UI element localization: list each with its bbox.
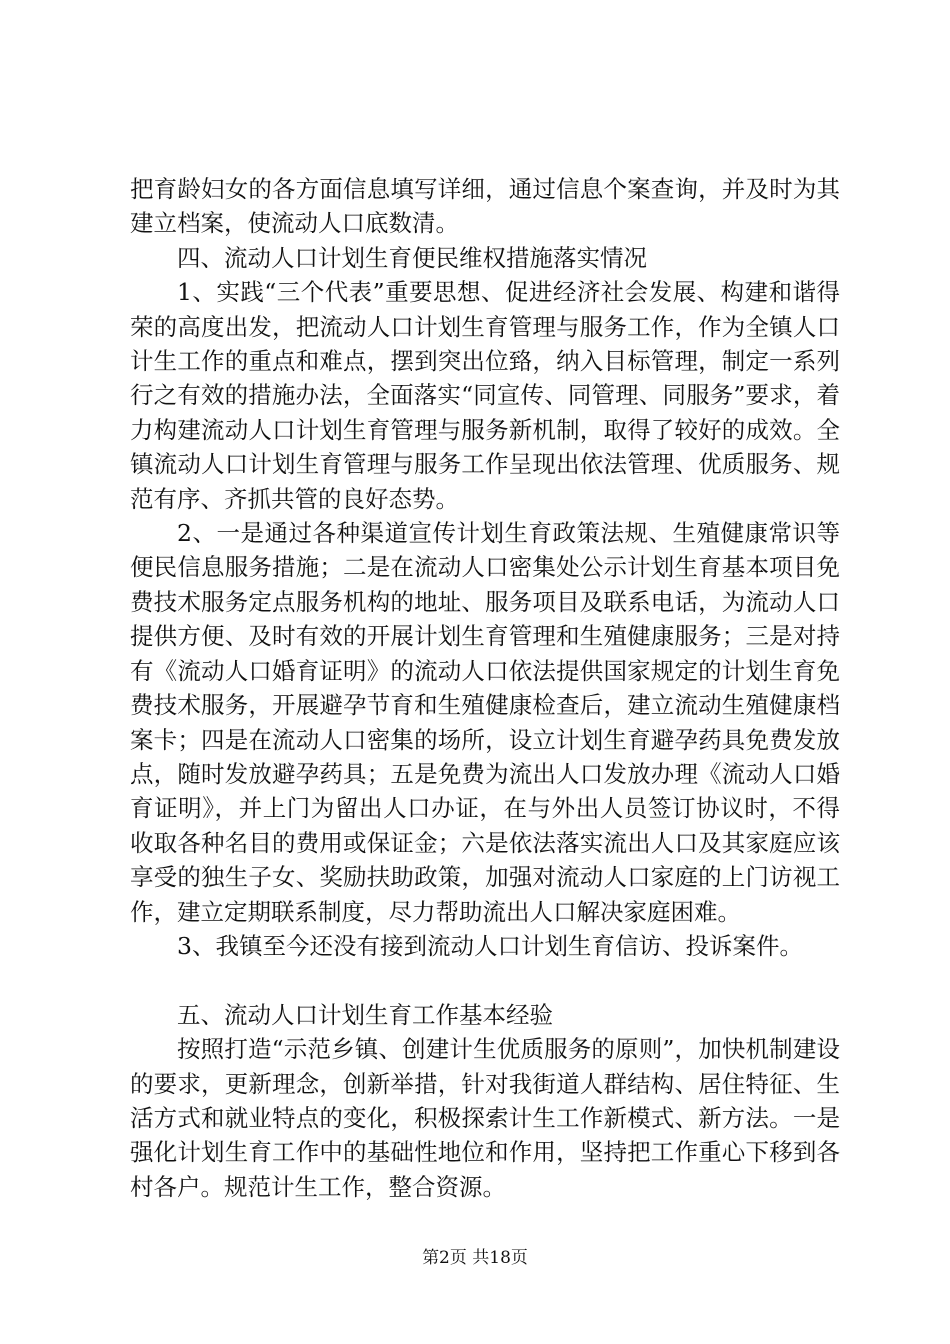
paragraph-experience: 按照打造“示范乡镇、创建计生优质服务的原则”，加快机制建设的要求，更新理念，创新举措，针对我街道人群结构、居住特征、生活方式和就业特点的变化，积极探索计生工作新模式、新方法。一是强化计划生育工作中的基础性地位和作用，坚持把工作重心下移到各村各户。规范计生工作，整合资源。: [130, 1035, 840, 1201]
paragraph-continuation: 把育龄妇女的各方面信息填写详细，通过信息个案查询，并及时为其建立档案，使流动人口底数清。: [130, 175, 840, 238]
paragraph-item-3: 3、我镇至今还没有接到流动人口计划生育信访、投诉案件。: [177, 931, 803, 960]
paragraph-spacer: [130, 963, 840, 997]
section-heading-5: 五、流动人口计划生育工作基本经验: [177, 1000, 553, 1029]
paragraph-item-2: 2、一是通过各种渠道宣传计划生育政策法规、生殖健康常识等便民信息服务措施；二是在流动人口密集处公示计划生育基本项目免费技术服务定点服务机构的地址、服务项目及联系电话，为流动人口提供方便、及时有效的开展计划生育管理和生殖健康服务；三是对持有《流动人口婚育证明》的流动人口依法提供国家规定的计划生育免费技术服务，开展避孕节育和生殖健康检查后，建立流动生殖健康档案卡；四是在流动人口密集的场所，设立计划生育避孕药具免费发放点，随时发放避孕药具；五是免费为流出人口发放办理《流动人口婚育证明》，并上门为留出人口办证，在与外出人员签订协议时，不得收取各种名目的费用或保证金；六是依法落实流出人口及其家庭应该享受的独生子女、奖励扶助政策，加强对流动人口家庭的上门访视工作，建立定期联系制度，尽力帮助流出人口解决家庭困难。: [130, 519, 840, 926]
section-heading-4: 四、流动人口计划生育便民维权措施落实情况: [177, 243, 647, 272]
page-number-footer: 第2页 共18页: [422, 1248, 528, 1268]
paragraph-item-1: 1、实践“三个代表”重要思想、促进经济社会发展、构建和谐得荣的高度出发，把流动人口计划生育管理与服务工作，作为全镇人口计生工作的重点和难点，摆到突出位臵，纳入目标管理，制定一系列行之有效的措施办法，全面落实“同宣传、同管理、同服务”要求，着力构建流动人口计划生育管理与服务新机制，取得了较好的成效。全镇流动人口计划生育管理与服务工作呈现出依法管理、优质服务、规范有序、齐抓共管的良好态势。: [130, 278, 840, 513]
document-body: [130, 172, 840, 1204]
